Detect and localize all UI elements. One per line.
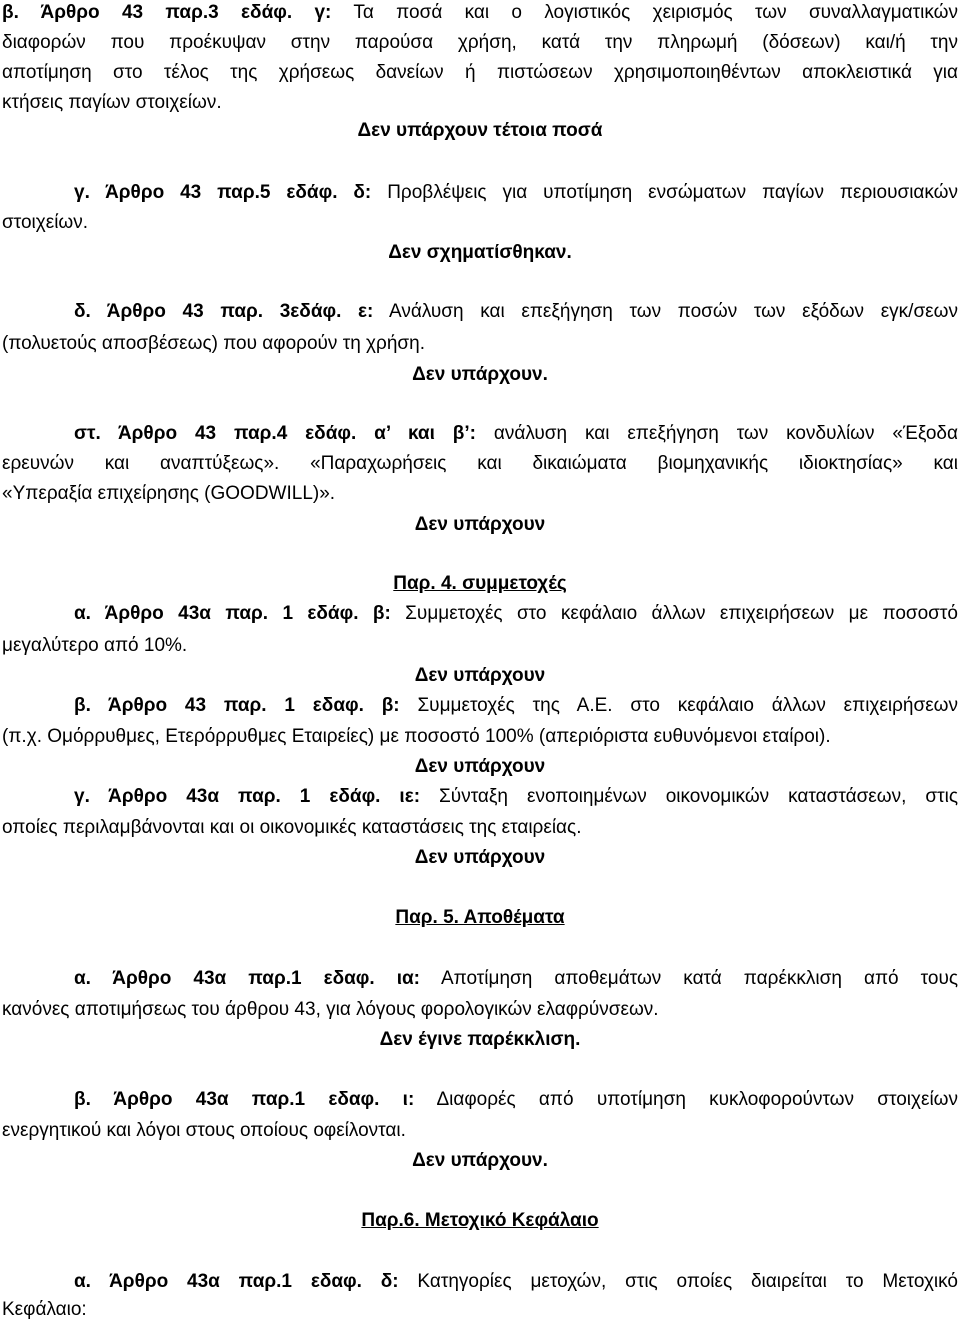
section-continuation <box>2 1295 958 1325</box>
section-text: (πολυετούς αποσβέσεως) που αφορούν τη χρήση. <box>2 333 425 354</box>
section-text: κανόνες αποτιμήσεως του άρθρου 43, για λόγους φορολογικών ελαφρύνσεων. <box>2 999 659 1020</box>
section-beta-43-1-beta <box>74 691 958 721</box>
section-continuation <box>2 208 958 238</box>
section-alpha-43a-1-ia <box>74 964 958 994</box>
section-text: στοιχείων. <box>2 212 89 233</box>
section-text: Προβλέψεις για υποτίμηση ενσώματων παγίων περιουσιακών <box>371 182 959 203</box>
section-label: β. Άρθρο 43α παρ.1 εδαφ. ι: <box>74 1089 415 1110</box>
section-continuation <box>2 1116 958 1146</box>
section-answer: Δεν υπάρχουν. <box>412 364 548 385</box>
section-text: Συμμετοχές της Α.Ε. στο κεφάλαιο άλλων επιχειρήσεων <box>399 695 958 716</box>
section-text: κτήσεις παγίων στοιχείων. <box>2 92 222 113</box>
section-continuation <box>2 813 958 843</box>
section-text: Διαφορές από υποτίμηση κυκλοφορούντων στοιχείων <box>414 1089 959 1110</box>
heading-par-4-wrap <box>0 569 960 599</box>
section-alpha-43a-1-beta <box>74 599 958 629</box>
heading-par-6: Παρ.6. Μετοχικό Κεφάλαιο <box>361 1210 599 1231</box>
section-answer: Δεν υπάρχουν τέτοια ποσά <box>357 120 603 141</box>
section-answer: Δεν υπάρχουν <box>414 665 546 686</box>
section-answer: Δεν έγινε παρέκκλιση. <box>379 1029 581 1050</box>
section-text: Ανάλυση και επεξήγηση των ποσών των εξόδων εγκ/σεων <box>373 301 958 322</box>
section-answer: Δεν υπάρχουν <box>414 514 546 535</box>
section-delta-43-3-epsilon <box>74 297 958 327</box>
section-label: δ. Άρθρο 43 παρ. 3εδάφ. ε: <box>74 301 374 322</box>
section-label: α. Άρθρο 43α παρ.1 εδαφ. ια: <box>74 968 420 989</box>
section-answer: Δεν υπάρχουν <box>414 847 546 868</box>
section-label: α. Άρθρο 43α παρ. 1 εδάφ. β: <box>74 603 391 624</box>
section-label: α. Άρθρο 43α παρ.1 εδαφ. δ: <box>74 1271 399 1292</box>
section-continuation <box>2 329 958 359</box>
section-continuation <box>2 449 958 509</box>
section-continuation <box>2 722 958 752</box>
section-text: Αποτίμηση αποθεμάτων κατά παρέκκλιση από τους <box>420 968 958 989</box>
section-answer: Δεν υπάρχουν. <box>412 1150 548 1171</box>
section-label: στ. Άρθρο 43 παρ.4 εδάφ. α’ και β’: <box>74 423 476 444</box>
section-text: Κεφάλαιο: <box>2 1299 87 1320</box>
section-answer: Δεν υπάρχουν <box>414 756 546 777</box>
section-text: Συμμετοχές στο κεφάλαιο άλλων επιχειρήσεων με ποσοστό <box>390 603 958 624</box>
section-text: Κατηγορίες μετοχών, στις οποίες διαιρείται το Μετοχικό <box>398 1271 958 1292</box>
section-gamma-43a-1-ie <box>74 782 958 812</box>
heading-par-5: Παρ. 5. Αποθέματα <box>395 907 565 928</box>
section-label: γ. Άρθρο 43α παρ. 1 εδάφ. ιε: <box>74 786 421 807</box>
section-text: διαφορών που προέκυψαν στην παρούσα χρήση, κατά την πληρωμή (δόσεων) και/ή την <box>2 32 958 53</box>
section-text: μεγαλύτερο από 10%. <box>2 635 188 656</box>
heading-par-4: Παρ. 4. συμμετοχές <box>393 573 567 594</box>
section-label: β. Άρθρο 43 παρ.3 εδάφ. γ: <box>2 2 332 23</box>
heading-par-6-wrap <box>0 1206 960 1236</box>
section-text: ανάλυση και επεξήγηση των κονδυλίων «Έξοδα <box>475 423 958 444</box>
section-st-43-4-alpha-beta <box>74 419 958 449</box>
section-text: οποίες περιλαμβάνονται και οι οικονομικές καταστάσεις της εταιρείας. <box>2 817 582 838</box>
section-gamma-43-5-delta <box>74 178 958 208</box>
section-text: ερευνών και αναπτύξεως». «Παραχωρήσεις και δικαιώματα βιομηχανικής ιδιοκτησίας» και <box>2 453 958 474</box>
section-label: γ. Άρθρο 43 παρ.5 εδάφ. δ: <box>74 182 372 203</box>
section-text: αποτίμηση στο τέλος της χρήσεως δανείων ή πιστώσεων χρησιμοποιηθέντων αποκλειστικά για <box>2 62 958 83</box>
section-answer: Δεν σχηματίσθηκαν. <box>388 242 572 263</box>
section-text: ενεργητικού και λόγοι στους οποίους οφείλονται. <box>2 1120 406 1141</box>
section-continuation <box>2 995 958 1025</box>
section-continuation <box>2 631 958 661</box>
section-beta-43a-1-i <box>74 1085 958 1115</box>
section-label: β. Άρθρο 43 παρ. 1 εδαφ. β: <box>74 695 400 716</box>
section-beta-43-3-gamma <box>2 0 958 118</box>
section-text: «Υπεραξία επιχείρησης (GOODWILL)». <box>2 483 336 504</box>
section-alpha-43a-1-delta <box>74 1267 958 1297</box>
section-text: (π.χ. Ομόρρυθμες, Ετερόρρυθμες Εταιρείες) με ποσοστό 100% (απεριόριστα ευθυνόμενοι εταίροι). <box>2 726 831 747</box>
heading-par-5-wrap <box>0 903 960 933</box>
section-text: Τα ποσά και ο λογιστικός χειρισμός των συναλλαγματικών <box>331 2 958 23</box>
section-text: Σύνταξη ενοποιημένων οικονομικών καταστάσεων, στις <box>420 786 958 807</box>
